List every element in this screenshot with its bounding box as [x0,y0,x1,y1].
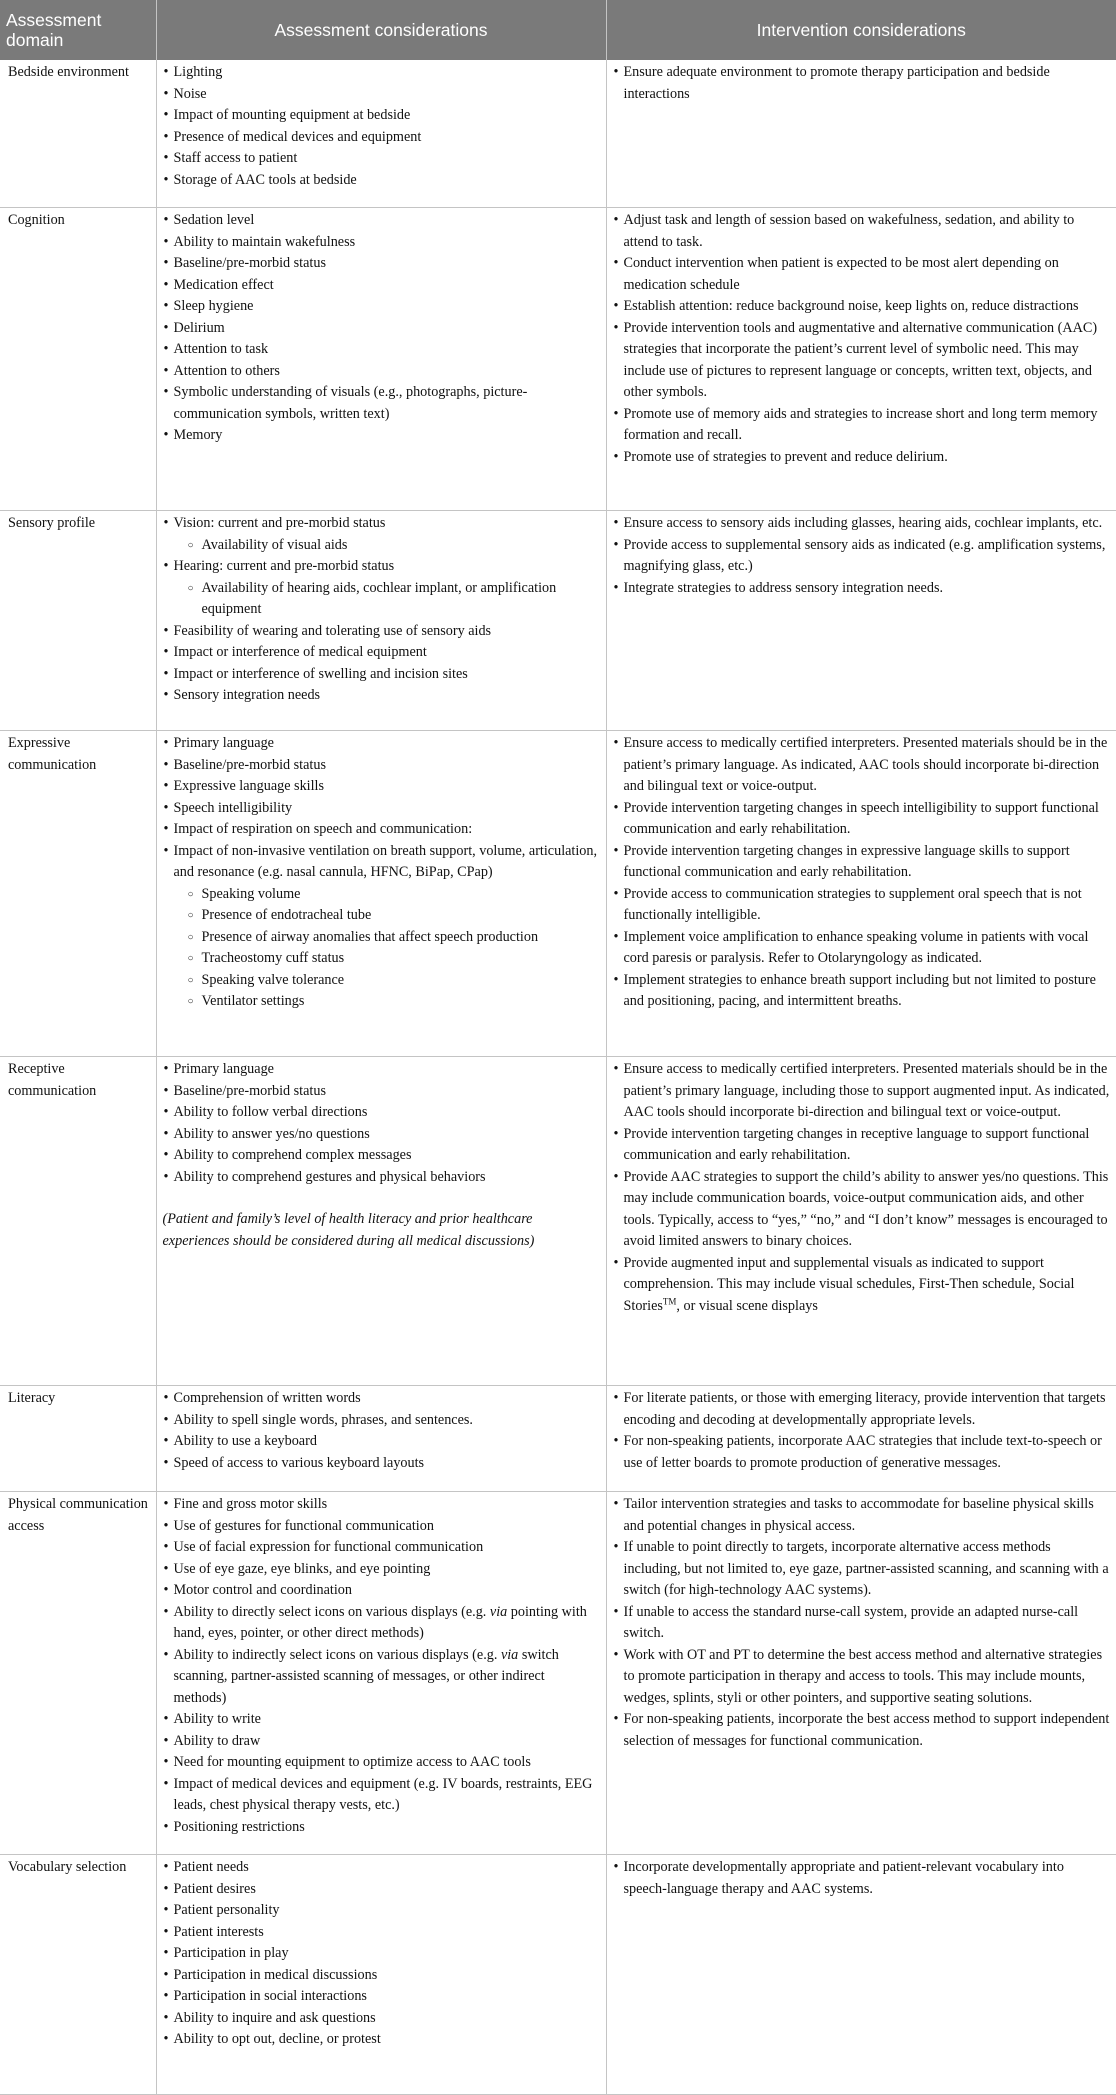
item-text: Adjust task and length of session based on wakefulness, sedation, and ability to attend to task. [623,212,1075,250]
item-text: Speed of access to various keyboard layouts [173,1454,425,1471]
item-text: Ability to draw [173,1732,261,1749]
list-item [174,1879,600,1901]
item-text: Use of gestures for functional communication [173,1517,434,1534]
domain-cell: Cognition [0,208,156,511]
item-text: Work with OT and PT to determine the best access method and alternative strategies to promote participation in therapy and access to tools. This may include mounts, wedges, splints, styli or other pointers, and supportive seating solutions. [623,1646,1103,1706]
intervention-list [613,62,1111,105]
item-text: Provide intervention targeting changes in expressive language skills to support functional communication and early rehabilitation. [623,842,1070,880]
item-text: Ensure access to sensory aids including glasses, hearing aids, cochlear implants, etc. [623,515,1103,531]
item-text: Provide augmented input and supplemental visuals as indicated to support comprehension. This may include visual schedules, First-Then schedule, Social Stories [623,1254,1075,1314]
intervention-cell [606,731,1116,1057]
list-item [174,685,600,707]
list-item [174,1986,600,2008]
domain-cell: Receptive communication [0,1057,156,1386]
sub-list [174,535,600,557]
item-text: Impact or interference of medical equipment [173,644,427,660]
item-text: Conduct intervention when patient is expected to be most alert depending on medication schedule [623,255,1059,293]
item-text: Provide access to supplemental sensory aids as indicated (e.g. amplification systems, magnifying glass, etc.) [623,536,1106,574]
row-sensory-profile [0,511,1116,731]
list-item [174,382,600,425]
item-text: Integrate strategies to address sensory integration needs. [623,579,944,596]
item-text-continued: pointing with hand, eyes, pointer, or other direct methods) [173,1603,587,1641]
item-text: For non-speaking patients, incorporate the best access method to support independent selection of messages for functional communication. [623,1711,1110,1749]
assessment-list [163,210,600,447]
item-text: Ability to opt out, decline, or protest [173,2031,381,2047]
item-text: Patient personality [173,1902,280,1918]
domain-cell: Vocabulary selection [0,1855,156,2095]
assessment-list [163,1059,600,1188]
list-item [624,884,1111,927]
item-text: If unable to point directly to targets, incorporate alternative access methods including, but not limited to, eye gaze, partner-assisted scanning, and scanning with a switch (for high-technology AAC systems). [623,1539,1109,1598]
row-cognition [0,208,1116,511]
list-item [174,513,600,556]
list-item [624,1388,1111,1431]
list-item [624,1857,1111,1900]
list-item [174,1943,600,1965]
domain-cell: Bedside environment [0,60,156,208]
item-text: Memory [173,427,223,443]
list-item [174,798,600,820]
intervention-cell [606,1386,1116,1492]
list-item [624,1167,1111,1253]
item-text: Symbolic understanding of visuals (e.g., photographs, picture-communication symbols, written text) [173,384,528,422]
header-assessment-domain: Assessment domain [0,0,156,60]
list-item [624,1709,1111,1752]
item-text-continued: switch scanning, partner-assisted scanning of messages, or other indirect methods) [173,1646,559,1706]
list-item [174,664,600,686]
item-text: Implement voice amplification to enhance speaking volume in patients with vocal cord paresis or paralysis. Refer to Otolaryngology as indicated. [623,928,1089,966]
sub-item: ○ Presence of airway anomalies that affect speech production [202,927,600,949]
list-item [174,1965,600,1987]
item-text: Ensure access to medically certified interpreters. Presented materials should be in the patient’s primary language. As indicated, AAC tools should incorporate bi-direction and bilingual text or voice-output. [623,735,1108,794]
row-bedside-environment [0,60,1116,208]
item-text: Impact of mounting equipment at bedside [173,107,411,123]
list-item [174,2029,600,2051]
list-item [174,1145,600,1167]
item-text: Medication effect [173,276,274,293]
sub-list [174,578,600,621]
list-item [174,361,600,383]
item-text: Delirium [173,319,225,336]
item-text: Ensure adequate environment to promote therapy participation and bedside interactions [623,64,1050,102]
item-text: Positioning restrictions [173,1818,305,1835]
assessment-cell [156,60,606,208]
row-vocabulary-selection [0,1855,1116,2095]
assessment-cell [156,1855,606,2095]
assessment-cell [156,1057,606,1386]
item-text: Impact of respiration on speech and communication: [173,821,473,837]
list-item [624,210,1111,253]
sub-item: ○ Speaking valve tolerance [202,970,600,992]
intervention-list [613,733,1111,1013]
header-intervention-considerations: Intervention considerations [606,0,1116,60]
assessment-list [163,1388,600,1474]
list-item [174,1124,600,1146]
list-item [174,1922,600,1944]
intervention-cell [606,60,1116,208]
item-text: Incorporate developmentally appropriate and patient-relevant vocabulary into speech-language therapy and AAC systems. [623,1859,1064,1897]
item-text: Establish attention: reduce background noise, keep lights on, reduce distractions [623,298,1079,314]
list-item [624,578,1111,600]
header-row [0,0,1116,60]
item-text: Ability to answer yes/no questions [173,1125,370,1142]
item-text: Ability to follow verbal directions [173,1104,368,1120]
list-item [174,170,600,192]
list-item [174,253,600,275]
list-item [624,296,1111,318]
list-item [174,62,600,84]
list-item [174,1817,600,1839]
list-item [624,1537,1111,1602]
item-text: Provide intervention targeting changes in receptive language to support functional communication and early rehabilitation. [623,1125,1090,1163]
item-text: Attention to others [173,362,280,379]
item-text: For literate patients, or those with emerging literacy, provide intervention that targets encoding and decoding at developmentally appropriate levels. [623,1390,1106,1428]
item-text: Ability to spell single words, phrases, and sentences. [173,1411,473,1428]
list-item [624,1645,1111,1710]
list-item [174,1102,600,1124]
item-text: Comprehension of written words [173,1390,361,1406]
intervention-list [613,1059,1111,1317]
sub-item: ○ Presence of endotracheal tube [202,905,600,927]
item-text: Impact or interference of swelling and incision sites [173,665,468,682]
sub-item: ○ Availability of visual aids [202,535,600,557]
item-text: Presence of medical devices and equipment [173,128,422,145]
list-item [174,642,600,664]
item-text: Ensure access to medically certified interpreters. Presented materials should be in the patient’s primary language, including those to support augmented input. As indicated, AAC tools should incorporate bi-direction and bilingual text or voice-output. [623,1061,1110,1120]
item-text: Noise [173,85,207,102]
item-text: Tailor intervention strategies and tasks to accommodate for baseline physical skills and potential changes in physical access. [623,1496,1094,1534]
list-item [624,733,1111,798]
item-text: Expressive language skills [173,778,325,794]
item-text: Lighting [173,64,223,80]
intervention-cell [606,1057,1116,1386]
item-text: Ability to write [173,1711,261,1727]
list-item [174,621,600,643]
item-text: Sedation level [173,212,255,228]
assessment-list [163,1494,600,1838]
item-text: Primary language [173,1061,274,1077]
assessment-cell [156,731,606,1057]
item-text: Primary language [173,735,274,751]
assessment-list [163,62,600,191]
list-item [174,1410,600,1432]
list-item [624,970,1111,1013]
list-item [174,1645,600,1710]
health-literacy-note: (Patient and family’s level of health literacy and prior healthcare experiences should be considered during all medical discussions) [162,1211,535,1249]
item-text: Patient interests [173,1923,264,1940]
list-item [174,148,600,170]
item-text: Feasibility of wearing and tolerating use of sensory aids [173,622,492,639]
item-text: Provide AAC strategies to support the child’s ability to answer yes/no questions. This may include communication boards, voice-output communication aids, and other tools. Typically, access to “yes,” “no,” and “I don’t know” messages is encouraged to avoid limited answers to binary choices. [623,1168,1109,1249]
list-item [174,84,600,106]
list-item [174,1580,600,1602]
item-emphasis: via [500,1646,519,1663]
item-text: Ability to inquire and ask questions [173,2009,376,2026]
list-item [174,1774,600,1817]
list-item [174,210,600,232]
item-text: Promote use of strategies to prevent and reduce delirium. [623,448,948,465]
item-text: Attention to task [173,341,269,357]
list-item [174,1709,600,1731]
list-item [174,776,600,798]
item-text: Storage of AAC tools at bedside [173,171,357,188]
item-text: Speech intelligibility [173,799,293,816]
list-item [624,927,1111,970]
list-item [174,1900,600,1922]
list-item [624,1124,1111,1167]
item-text: Ability to maintain wakefulness [173,233,356,250]
list-item [174,318,600,340]
list-item [174,296,600,318]
assessment-cell [156,511,606,731]
item-text: Hearing: current and pre-morbid status [173,558,395,574]
list-item [174,339,600,361]
list-item [174,105,600,127]
list-item [174,1602,600,1645]
item-text: Provide intervention targeting changes in speech intelligibility to support functional communication and early rehabilitation. [623,799,1099,837]
list-item [624,513,1111,535]
item-text: Patient needs [173,1859,249,1875]
list-item [174,1081,600,1103]
assessment-list [163,733,600,1013]
sub-item: ○ Availability of hearing aids, cochlear implant, or amplification equipment [202,578,600,621]
assessment-list [163,1857,600,2051]
item-text: Participation in social interactions [173,1988,367,2004]
list-item [174,1388,600,1410]
list-item [624,1059,1111,1124]
item-text: Impact of medical devices and equipment (e.g. IV boards, restraints, EEG leads, chest physical therapy vests, etc.) [173,1775,593,1813]
item-text: Use of eye gaze, eye blinks, and eye pointing [173,1560,431,1577]
sub-list [174,884,600,1013]
item-text: Ability to indirectly select icons on various displays (e.g. [173,1646,501,1663]
intervention-cell [606,511,1116,731]
list-item [174,1731,600,1753]
item-text: Motor control and coordination [173,1582,352,1598]
list-item [174,819,600,841]
item-text: If unable to access the standard nurse-call system, provide an adapted nurse-call switch. [623,1603,1079,1641]
item-text: Implement strategies to enhance breath support including but not limited to posture and positioning, pacing, and intermittent breaths. [623,971,1096,1009]
intervention-list [613,1494,1111,1752]
intervention-list [613,210,1111,468]
item-text: Ability to directly select icons on various displays (e.g. [173,1603,490,1620]
list-item [174,1559,600,1581]
list-item [174,1857,600,1879]
assessment-cell [156,208,606,511]
item-text: Baseline/pre-morbid status [173,255,326,271]
item-text: Baseline/pre-morbid status [173,756,326,773]
item-text: Fine and gross motor skills [173,1496,328,1512]
item-text: For non-speaking patients, incorporate AAC strategies that include text-to-speech or use of letter boards to promote production of generative messages. [623,1433,1102,1471]
list-item [174,556,600,621]
list-item [624,535,1111,578]
intervention-list [613,1857,1111,1900]
list-item [174,1059,600,1081]
item-text: Vision: current and pre-morbid status [173,515,386,531]
list-item [624,1494,1111,1537]
sub-item: ○ Speaking volume [202,884,600,906]
row-expressive-communication [0,731,1116,1057]
assessment-list [163,513,600,707]
domain-cell: Sensory profile [0,511,156,731]
domain-cell: Literacy [0,1386,156,1492]
item-emphasis: via [489,1603,508,1620]
trademark-superscript: TM [662,1295,677,1306]
item-text: Sensory integration needs [173,687,321,703]
row-receptive-communication [0,1057,1116,1386]
list-item [624,253,1111,296]
row-physical-communication-access [0,1492,1116,1855]
item-text: Participation in medical discussions [173,1966,378,1983]
item-text: Provide access to communication strategies to supplement oral speech that is not functionally intelligible. [623,885,1082,923]
item-text: Promote use of memory aids and strategies to increase short and long term memory formation and recall. [623,405,1098,443]
item-text: Provide intervention tools and augmentative and alternative communication (AAC) strategies that incorporate the patient’s current level of symbolic need. This may include use of pictures to represent language or concepts, written text, objects, and other symbols. [623,319,1098,400]
item-text: Baseline/pre-morbid status [173,1082,326,1099]
domain-cell: Physical communication access [0,1492,156,1855]
list-item [174,275,600,297]
list-item [174,1752,600,1774]
item-text: Use of facial expression for functional communication [173,1539,484,1555]
list-item [624,1602,1111,1645]
list-item [174,1431,600,1453]
item-text: Impact of non-invasive ventilation on breath support, volume, articulation, and resonance (e.g. nasal cannula, HFNC, BiPap, CPap) [173,842,598,880]
intervention-cell [606,208,1116,511]
list-item [624,1253,1111,1318]
domain-cell: Expressive communication [0,731,156,1057]
list-item [174,2008,600,2030]
item-text: Sleep hygiene [173,298,254,314]
item-text: Ability to use a keyboard [173,1433,317,1449]
item-text: Patient desires [173,1880,256,1897]
list-item [174,1494,600,1516]
item-text: Need for mounting equipment to optimize access to AAC tools [173,1754,531,1770]
item-text: Ability to comprehend complex messages [173,1147,412,1163]
item-text: Ability to comprehend gestures and physical behaviors [173,1168,486,1185]
list-item [174,232,600,254]
list-item [174,733,600,755]
list-item [174,1453,600,1475]
list-item [174,425,600,447]
sub-item: ○ Ventilator settings [202,991,600,1013]
assessment-cell [156,1386,606,1492]
header-assessment-considerations: Assessment considerations [156,0,606,60]
assessment-cell [156,1492,606,1855]
intervention-cell [606,1855,1116,2095]
item-text: Participation in play [173,1945,289,1961]
table-body [0,60,1116,2095]
sub-item: ○ Tracheostomy cuff status [202,948,600,970]
intervention-list [613,513,1111,599]
list-item [174,1537,600,1559]
list-item [624,62,1111,105]
list-item [624,841,1111,884]
row-literacy [0,1386,1116,1492]
list-item [624,318,1111,404]
list-item [174,841,600,1013]
intervention-list [613,1388,1111,1474]
list-item [624,447,1111,469]
item-text: Staff access to patient [173,150,298,166]
list-item [174,755,600,777]
list-item [174,1516,600,1538]
list-item [624,404,1111,447]
list-item [174,1167,600,1189]
item-text-continued: , or visual scene displays [676,1297,818,1314]
list-item [174,127,600,149]
intervention-cell [606,1492,1116,1855]
list-item [624,798,1111,841]
list-item [624,1431,1111,1474]
